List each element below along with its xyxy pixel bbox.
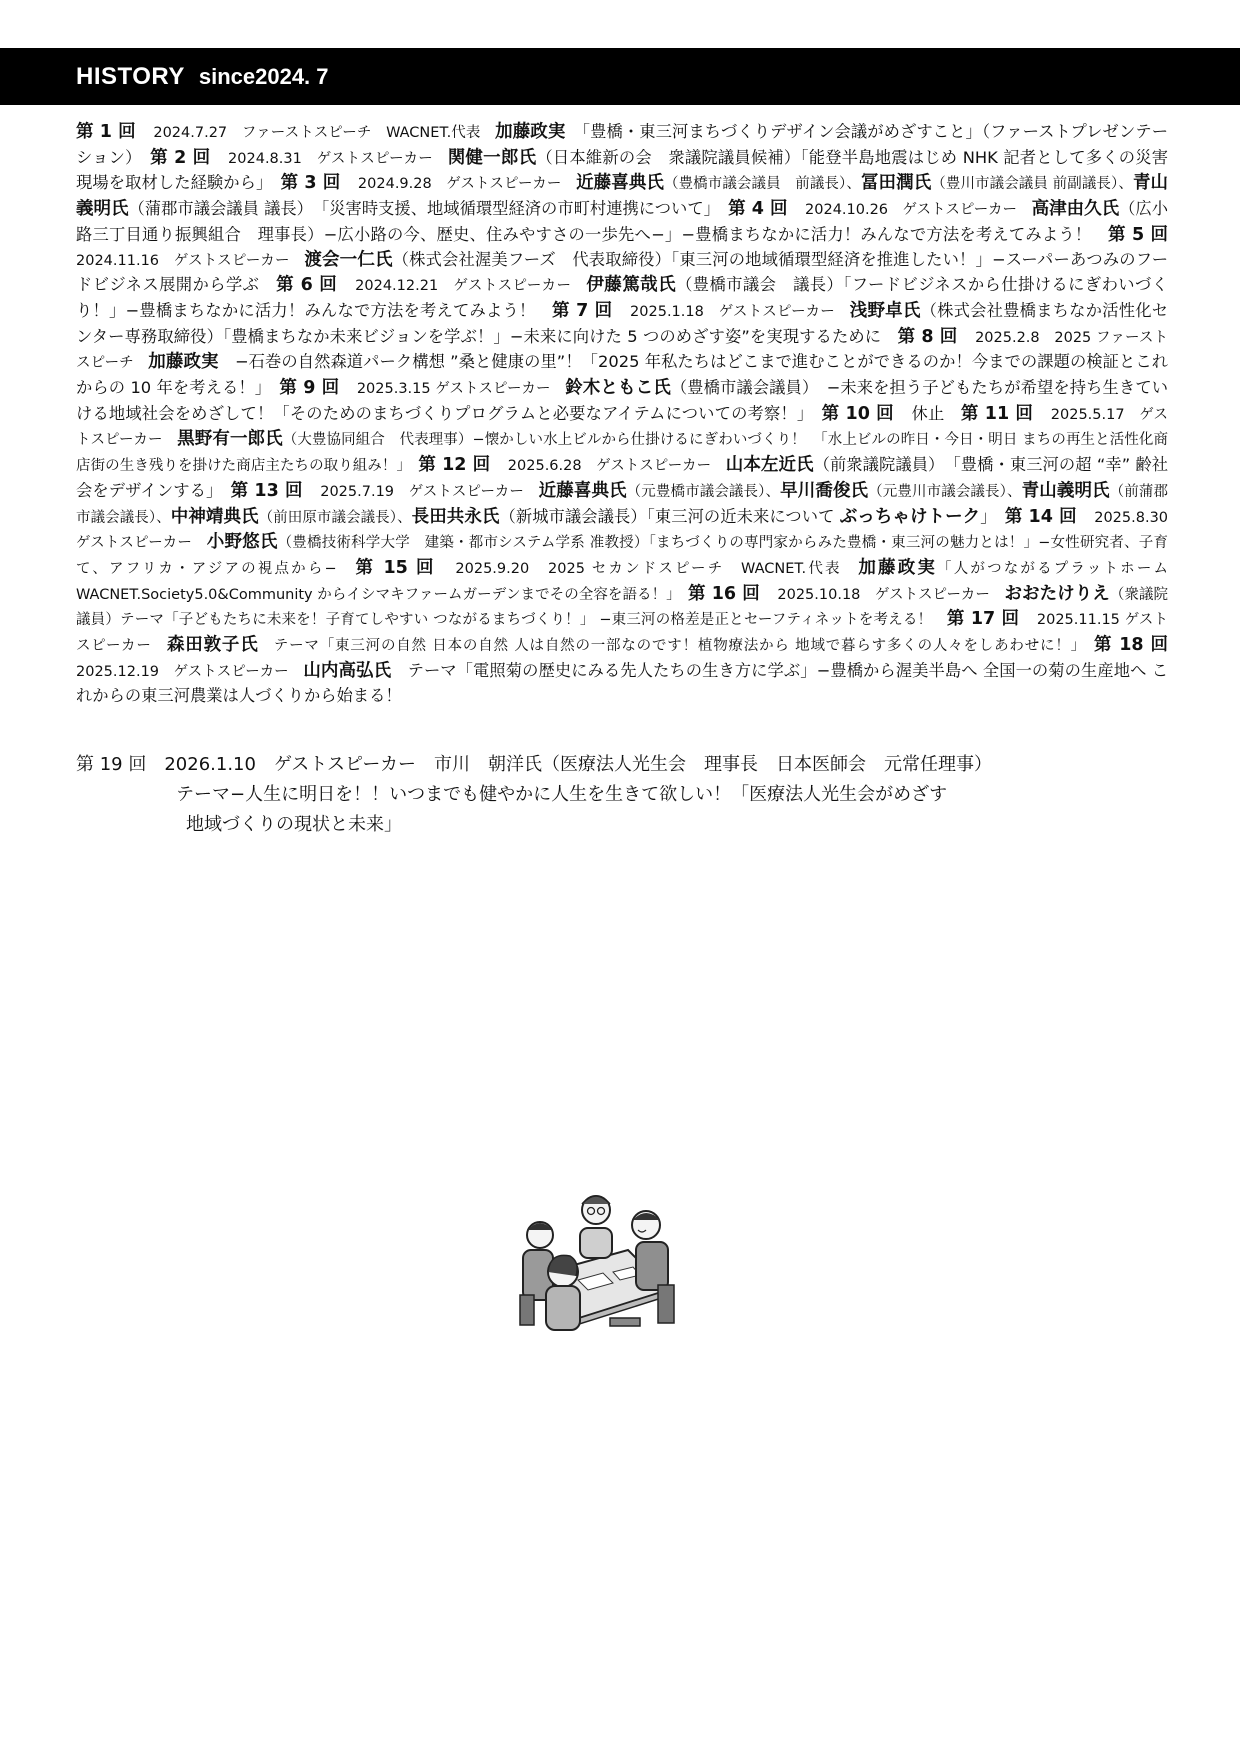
history-segment: 冨田潤氏 (860, 173, 932, 194)
history-segment: 第 13 回 (230, 480, 321, 501)
history-segment: 加藤政実 (148, 352, 219, 373)
history-segment: 加藤政実 (858, 557, 938, 578)
history-segment: 休止 (911, 403, 961, 423)
history-segment: （豊橋市議会議員） −未来を担う子どもたちが希望を持ち生きていける地域社会をめざして！「そのためのまちづくりプログラムと必要なアイテムについての考察！」 (76, 378, 1168, 423)
history-segment: 小野悠氏 (206, 532, 278, 553)
history-segment: 2025.11.15 ゲストスピーカー (76, 612, 1168, 655)
history-segment: 2025.6.28 ゲストスピーカー (507, 458, 726, 475)
history-segment: 長田共永氏 (411, 506, 500, 527)
history-segment: 第 18 回 (1094, 635, 1186, 656)
history-segment: 2025.10.18 ゲストスピーカー (777, 586, 1005, 603)
last-entry-line1: 第 19 回 2026.1.10 ゲストスピーカー 市川 朝洋氏（医療法人光生会 理事長 日本医師会 元常任理事） (76, 754, 992, 775)
history-segment: （広小路三丁目通り振興組合 理事長）−広小路の今、歴史、住みやすさの一歩先へ−」−豊橋まちなかに活力！みんなで方法を考えてみよう！ (76, 199, 1168, 244)
history-segment: 2025.7.19 ゲストスピーカー (320, 483, 539, 500)
history-segment: 第 3 回 (280, 173, 358, 194)
history-segment: 中神靖典氏 (170, 506, 259, 527)
history-segment: 浅野卓氏 (849, 300, 921, 321)
history-segment: （蒲郡市議会議員 議長） 「災害時支援、地域循環型経済の市町村連携について」 (128, 199, 729, 219)
history-segment: 第 4 回 (728, 199, 806, 220)
history-segment: 加藤政実 (495, 122, 566, 142)
history-segment: おおたけりえ (1004, 583, 1110, 604)
history-segment: 関健一郎氏 (447, 147, 537, 168)
history-segment: （前田原市議会議長）、 (258, 509, 412, 526)
history-segment: 第 6 回 (276, 275, 356, 296)
history-segment: 2024.9.28 ゲストスピーカー (357, 176, 577, 193)
history-segment: （豊橋市議会議員 前議長）、 (664, 176, 861, 193)
history-segment: 「豊橋・東三河まちづくりデザイン会議がめざすこと」（ファーストプレゼンテーション） (76, 122, 1168, 167)
last-entry-line3: 地域づくりの現状と未来」 (186, 814, 402, 835)
history-segment: テーマ「電照菊の歴史にみる先人たちの生き方に学ぶ」−豊橋から渥美半島へ 全国一の菊の生産地へ これからの東三河農業は人づくりから始まる！ (76, 660, 1168, 706)
history-segment: 高津由久氏 (1031, 199, 1120, 220)
meeting-people-icon (518, 1180, 678, 1340)
history-segment: 第 10 回 (821, 403, 912, 424)
history-segment: 山内高弘氏 (303, 660, 392, 681)
history-segment: 渡会一仁氏 (304, 249, 393, 270)
history-segment: 2024.11.16 ゲストスピーカー (76, 252, 305, 269)
history-segment: テーマ「東三河の自然 日本の自然 人は自然の一部なのです！植物療法から 地域で暮らす多くの人々をしあわせに！」 (258, 638, 1095, 655)
history-segment: −石巻の自然森道パーク構想 ”桑と健康の里”！「2025 年私たちはどこまで進むことができるのか！今までの課題の検証とこれからの 10 年を考える！」 (76, 352, 1168, 398)
history-segment: 第 11 回 (960, 403, 1051, 424)
history-segment: 山本左近氏 (725, 455, 814, 476)
history-segment: （豊橋技術科学大学 建築・都市システム学系 准教授）「まちづくりの専門家からみた豊橋・東三河の魅力とは！」−女性研究者、子育て、アフリカ・アジアの視点から− (76, 535, 1168, 577)
history-segment: （衆議院議員）テーマ「子どもたちに未来を！子育てしやすい つながるまちづくり！」 −東三河の格差是正とセーフティネットを考える！ (76, 586, 1169, 629)
history-segment: （株式会社渥美フーズ 代表取締役）「東三河の地域循環型経済を推進したい！」−スーパーあつみのフードビジネス展開から学ぶ (76, 249, 1168, 295)
history-segment: 伊藤篤哉氏 (586, 275, 677, 296)
history-segment: ぶっちゃけトーク (839, 506, 981, 527)
history-segment: 2025.2.8 2025 ファーストスピーチ (76, 329, 1168, 372)
history-segment: 2024.12.21 ゲストスピーカー (355, 278, 587, 295)
history-segment: 2025.1.18 ゲストスピーカー (630, 303, 850, 320)
history-segment: 第 5 回 (1107, 224, 1186, 245)
history-segment: 2025.12.19 ゲストスピーカー (76, 663, 304, 680)
history-segment: 第 12 回 (418, 455, 508, 476)
last-entry (76, 750, 1168, 840)
history-segment: （豊橋市議会 議長）「フードビジネスから仕掛けるにぎわいづくり！」−豊橋まちなかに活力！みんなで方法を考えてみよう！ (76, 275, 1168, 320)
history-segment: （元豊川市議会議長）、 (868, 483, 1022, 500)
history-segment: 2024.8.31 ゲストスピーカー (228, 150, 448, 167)
history-segment: （元豊橋市議会議長）、 (626, 483, 781, 500)
history-segment: 第 1 回 (76, 122, 154, 142)
history-segment: 2025.3.15 ゲストスピーカー (356, 381, 566, 398)
history-segment: （株式会社豊橋まちなか活性化センター専務取締役）「豊橋まちなか未来ビジョンを学ぶ！」−未来に向けた 5 つのめざす姿”を実現するために (76, 300, 1168, 346)
history-segment: 黒野有一郎氏 (177, 429, 283, 450)
last-entry-line2: テーマ−人生に明日を！！いつまでも健やかに人生を生きて欲しい！「医療法人光生会がめざす (176, 784, 948, 805)
history-segment: 鈴木ともこ氏 (565, 378, 671, 399)
history-segment: 第 17 回 (946, 609, 1037, 630)
history-text (76, 120, 1186, 709)
history-segment: （前蒲郡市議会議長）、 (76, 483, 1168, 526)
history-segment: 2025.8.30 ゲストスピーカー (76, 509, 1183, 552)
history-segment: （日本維新の会 衆議院議員候補）「能登半島地震はじめ NHK 記者として多くの災害現場を取材した経験から」 (76, 147, 1169, 193)
history-segment: 2025.9.20 2025 セカンドスピーチ WACNET.代表 (455, 560, 859, 577)
history-segment: 2024.10.26 ゲストスピーカー (805, 202, 1032, 219)
history-segment: （前衆議院議員） 「豊橋・東三河の超 “幸” 齢社会をデザインする」 (76, 455, 1169, 500)
history-segment: 第 9 回 (279, 378, 357, 399)
history-segment: 第 15 回 (355, 557, 456, 578)
history-segment: 2025.5.17 ゲストスピーカー (76, 406, 1168, 449)
history-segment: 第 7 回 (552, 300, 631, 321)
header-since: since2024. 7 (198, 63, 329, 89)
history-segment: 2024.7.27 ファーストスピーチ WACNET.代表 (153, 125, 496, 141)
history-segment: 早川喬俊氏 (780, 480, 869, 501)
history-segment: 青山義明氏 (76, 173, 1169, 220)
history-segment: （新城市議会議長）「東三河の近未来について (499, 506, 840, 526)
history-segment: 第 16 回 (688, 583, 778, 604)
history-segment: （豊川市議会議員 前副議長）、 (931, 176, 1133, 193)
history-segment: 近藤喜典氏 (538, 480, 627, 501)
history-segment: 第 8 回 (897, 326, 976, 347)
history-segment: 第 2 回 (150, 147, 229, 168)
history-segment: 青山義明氏 (1021, 480, 1110, 501)
history-segment: 「人がつながるプラットホームWACNET.Society5.0&Community からイシマキファームガーデンまでその全容を語る！」 (76, 560, 1169, 603)
history-segment: （大豊協同組合 代表理事）−懐かしい水上ビルから仕掛けるにぎわいづくり！ 「水上ビルの昨日・今日・明日 まちの再生と活性化商店街の生き残りを掛けた商店主たちの取り組み！」 (76, 432, 1169, 475)
history-segment: 第 14 回 (1004, 506, 1095, 527)
header-title: HISTORY (76, 62, 185, 90)
history-segment: 近藤喜典氏 (576, 173, 664, 194)
history-segment: 」 (980, 506, 1005, 526)
page-header (0, 48, 1240, 105)
history-segment: 森田敦子氏 (166, 635, 259, 656)
